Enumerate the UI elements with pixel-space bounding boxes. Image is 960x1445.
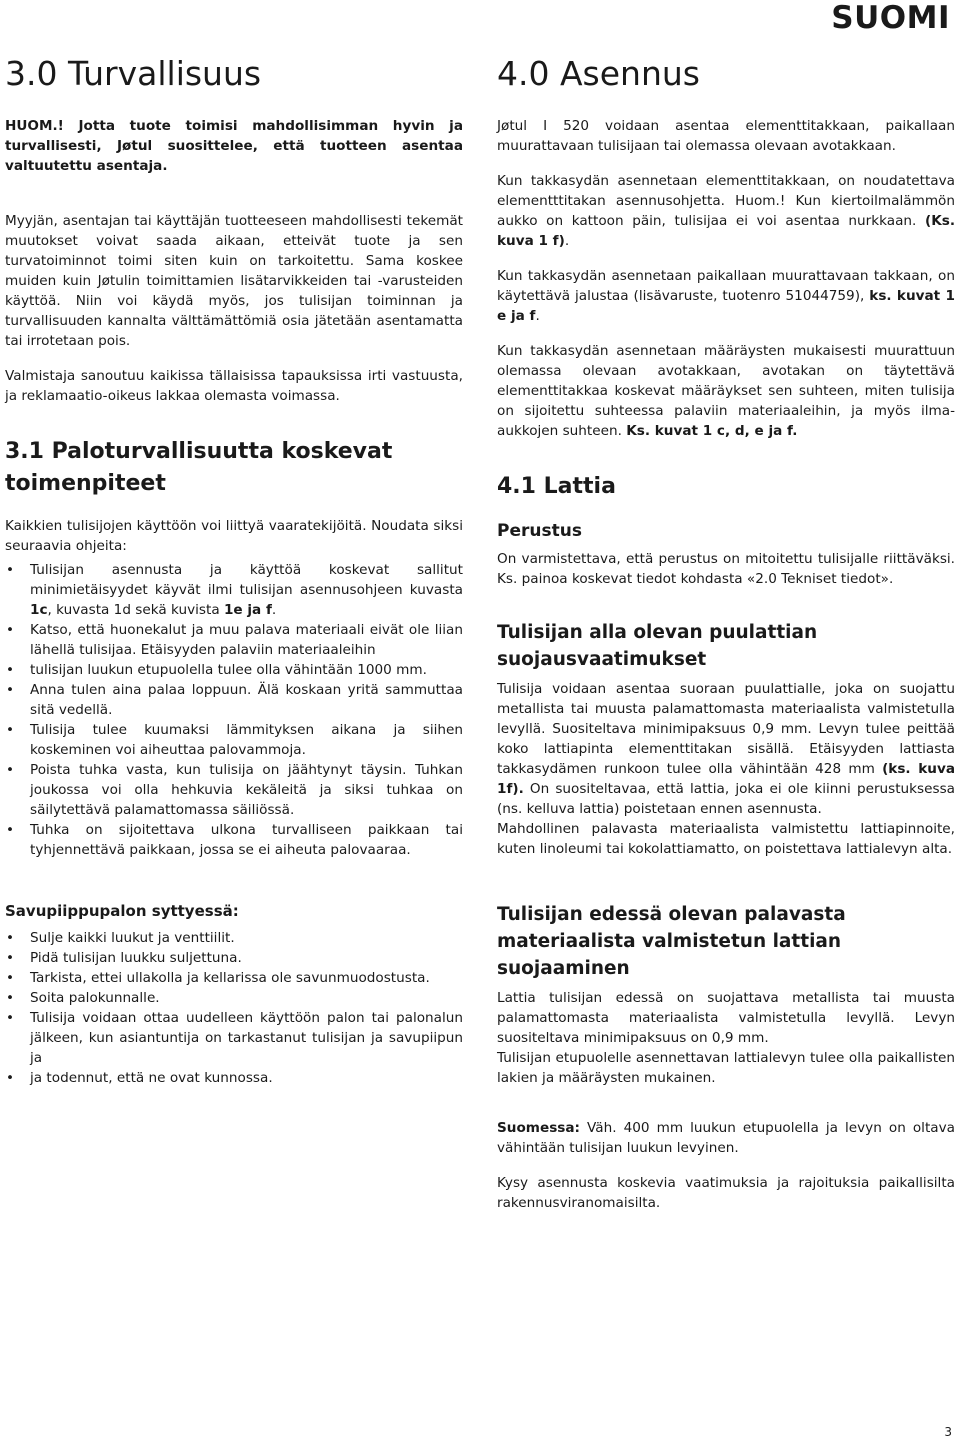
- paragraph-floor-covering: Mahdollinen palavasta materiaalista valmistettu lattiapinnoite, kuten linoleumi tai kokolattiamatto, on poistettava lattialevyn alta.: [497, 821, 955, 857]
- list-item: • Tulisija tulee kuumaksi lämmityksen aikana ja siihen koskeminen voi aiheuttaa palovammoja.: [5, 720, 463, 760]
- paragraph-modifications: Myyjän, asentajan tai käyttäjän tuotteeseen mahdollisesti tekemät muutokset voivat saada aikaan, etteivät tuote ja sen turvatoiminnot toimi siten kuin on tarkoitettu. Sama koskee muiden kuin Jøtulin toimittamien lisätarvikkeiden tai -varusteiden käyttöä. Niin voi käydä myös, jos tulisijan toiminnan ja turvallisuuden kannalta välttämättömiä osia jätetään asentamatta tai irrotetaan pois.: [5, 213, 463, 349]
- paragraph-finland-note: Suomessa: Väh. 400 mm luukun etupuolella ja levyn on oltava vähintään tulisijan luukun levyinen.: [497, 1120, 955, 1156]
- chimney-fire-list: [5, 928, 463, 1088]
- list-item: • Sulje kaikki luukut ja venttiilit.: [5, 928, 463, 948]
- paragraph-wooden-floor: Tulisija voidaan asentaa suoraan puulattialle, joka on suojattu metallista tai muusta palamattomasta materiaalista valmistetulla levyllä. Suositeltava minimipaksuus 0,9 mm. Levyn tulee peittää koko lattiapinta elementtitakan sisällä. Etäisyyden lattiasta takkasydämen runkoon tulee olla vähintään 428 mm (ks. kuva 1f). On suositeltavaa, että lattia, joka ei ole kiinni perustuksessa (ns. kelluva lattia) poistetaan ennen asennusta.: [497, 681, 955, 817]
- list-item: • Tuhka on sijoitettava ulkona turvalliseen paikkaan tai tyhjennettävä paikkaan, jossa se ei aiheuta palovaaraa.: [5, 820, 463, 860]
- list-item: • Tulisijan asennusta ja käyttöä koskevat sallitut minimietäisyydet käyvät ilmi tulisijan asennusohjeen kuvasta 1c, kuvasta 1d sekä kuvista 1e ja f.: [5, 560, 463, 620]
- list-item: • Pidä tulisijan luukku suljettuna.: [5, 948, 463, 968]
- heading-wooden-floor: Tulisijan alla olevan puulattian suojausvaatimukset: [497, 622, 818, 670]
- subsection-title-floor: 4.1 Lattia: [497, 474, 616, 499]
- fire-safety-list: [5, 560, 463, 860]
- list-item: • Katso, että huonekalut ja muu palava materiaali eivät ole liian lähellä tulisijaa. Etäisyyden palaviin materiaaleihin: [5, 620, 463, 660]
- list-item: • ja todennut, että ne ovat kunnossa.: [5, 1068, 463, 1088]
- list-item: • Soita palokunnalle.: [5, 988, 463, 1008]
- section-title-installation: 4.0 Asennus: [497, 54, 700, 93]
- paragraph-element-fireplace: Kun takkasydän asennetaan elementtitakkaan, on noudatettava elementttitakan asennusohjetta. Huom.! Kun kiertoilmalämmön aukko on kattoon päin, tulisijaa ei voi asentaa nurkkaan. (Ks. kuva 1 f).: [497, 173, 955, 249]
- page-number: 3: [944, 1425, 952, 1439]
- chimney-fire-title: Savupiippupalon syttyessä:: [5, 902, 239, 920]
- section-title-safety: 3.0 Turvallisuus: [5, 54, 262, 93]
- list-item: • Tarkista, ettei ullakolla ja kellarissa ole savunmuodostusta.: [5, 968, 463, 988]
- left-column: [5, 52, 463, 1103]
- paragraph-install-options: Jøtul I 520 voidaan asentaa elementtitakkaan, paikallaan muurattavaan tulisijaan tai olemassa olevaan avotakkaan.: [497, 118, 955, 154]
- paragraph-front-floor: Lattia tulisijan edessä on suojattava metallista tai muusta palamattomasta materiaalista valmistetulla levyllä. Levyn suositeltava minimipaksuus on 0,9 mm. Tulisijan etupuolelle asennettavan lattialevyn tulee olla paikallisten lakien ja määräysten mukainen.: [497, 990, 955, 1086]
- right-column: [497, 52, 955, 1228]
- fire-safety-intro: Kaikkien tulisijojen käyttöön voi liittyä vaaratekijöitä. Noudata siksi seuraavia ohjeita:: [5, 518, 463, 554]
- list-item: • tulisijan luukun etupuolella tulee olla vähintään 1000 mm.: [5, 660, 463, 680]
- list-item: • Tulisija voidaan ottaa uudelleen käyttöön palon tai palonalun jälkeen, kun asiantuntija on tarkastanut tulisijan ja savupiipun ja: [5, 1008, 463, 1068]
- heading-foundation: Perustus: [497, 521, 582, 541]
- paragraph-foundation: On varmistettava, että perustus on mitoitettu tulisijalle riittäväksi. Ks. painoa koskevat tiedot kohdasta «2.0 Tekniset tiedot».: [497, 551, 955, 587]
- paragraph-liability: Valmistaja sanoutuu kaikissa tällaisissa tapauksissa irti vastuusta, ja reklamaatio-oikeus lakkaa olemasta voimassa.: [5, 368, 463, 404]
- list-item: • Anna tulen aina palaa loppuun. Älä koskaan yritä sammuttaa sitä vedellä.: [5, 680, 463, 720]
- paragraph-open-fireplace: Kun takkasydän asennetaan määräysten mukaisesti muurattuun olemassa olevaan avotakkaan, avotakan on täytettävä elementtitakkaa koskevat määräykset sen suhteen, miten tulisija on sijoitettu suhteessa palaviin materiaaleihin, ja myös ilma-aukkojen suhteen. Ks. kuvat 1 c, d, e ja f.: [497, 343, 955, 439]
- heading-front-floor: Tulisijan edessä olevan palavasta materiaalista valmistetun lattian suojaaminen: [497, 904, 846, 979]
- list-item: • Poista tuhka vasta, kun tulisija on jäähtynyt täysin. Tuhkan joukossa voi olla hehkuvia kekäleitä ja siksi tuhkaa on säilytettävä palamattomassa säiliössä.: [5, 760, 463, 820]
- paragraph-masonry-fireplace: Kun takkasydän asennetaan paikallaan muurattavaan takkaan, on käytettävä jalustaa (lisävaruste, tuotenro 51044759), ks. kuvat 1 e ja f.: [497, 268, 955, 324]
- warning-note: HUOM.! Jotta tuote toimisi mahdollisimman hyvin ja turvallisesti, Jøtul suosittelee, että tuotteen asentaa valtuutettu asentaja.: [5, 118, 463, 174]
- subsection-title-fire-safety: 3.1 Paloturvallisuutta koskevat toimenpiteet: [5, 439, 393, 496]
- paragraph-authorities: Kysy asennusta koskevia vaatimuksia ja rajoituksia paikallisilta rakennusviranomaisilta.: [497, 1175, 955, 1211]
- language-label: SUOMI: [831, 0, 950, 36]
